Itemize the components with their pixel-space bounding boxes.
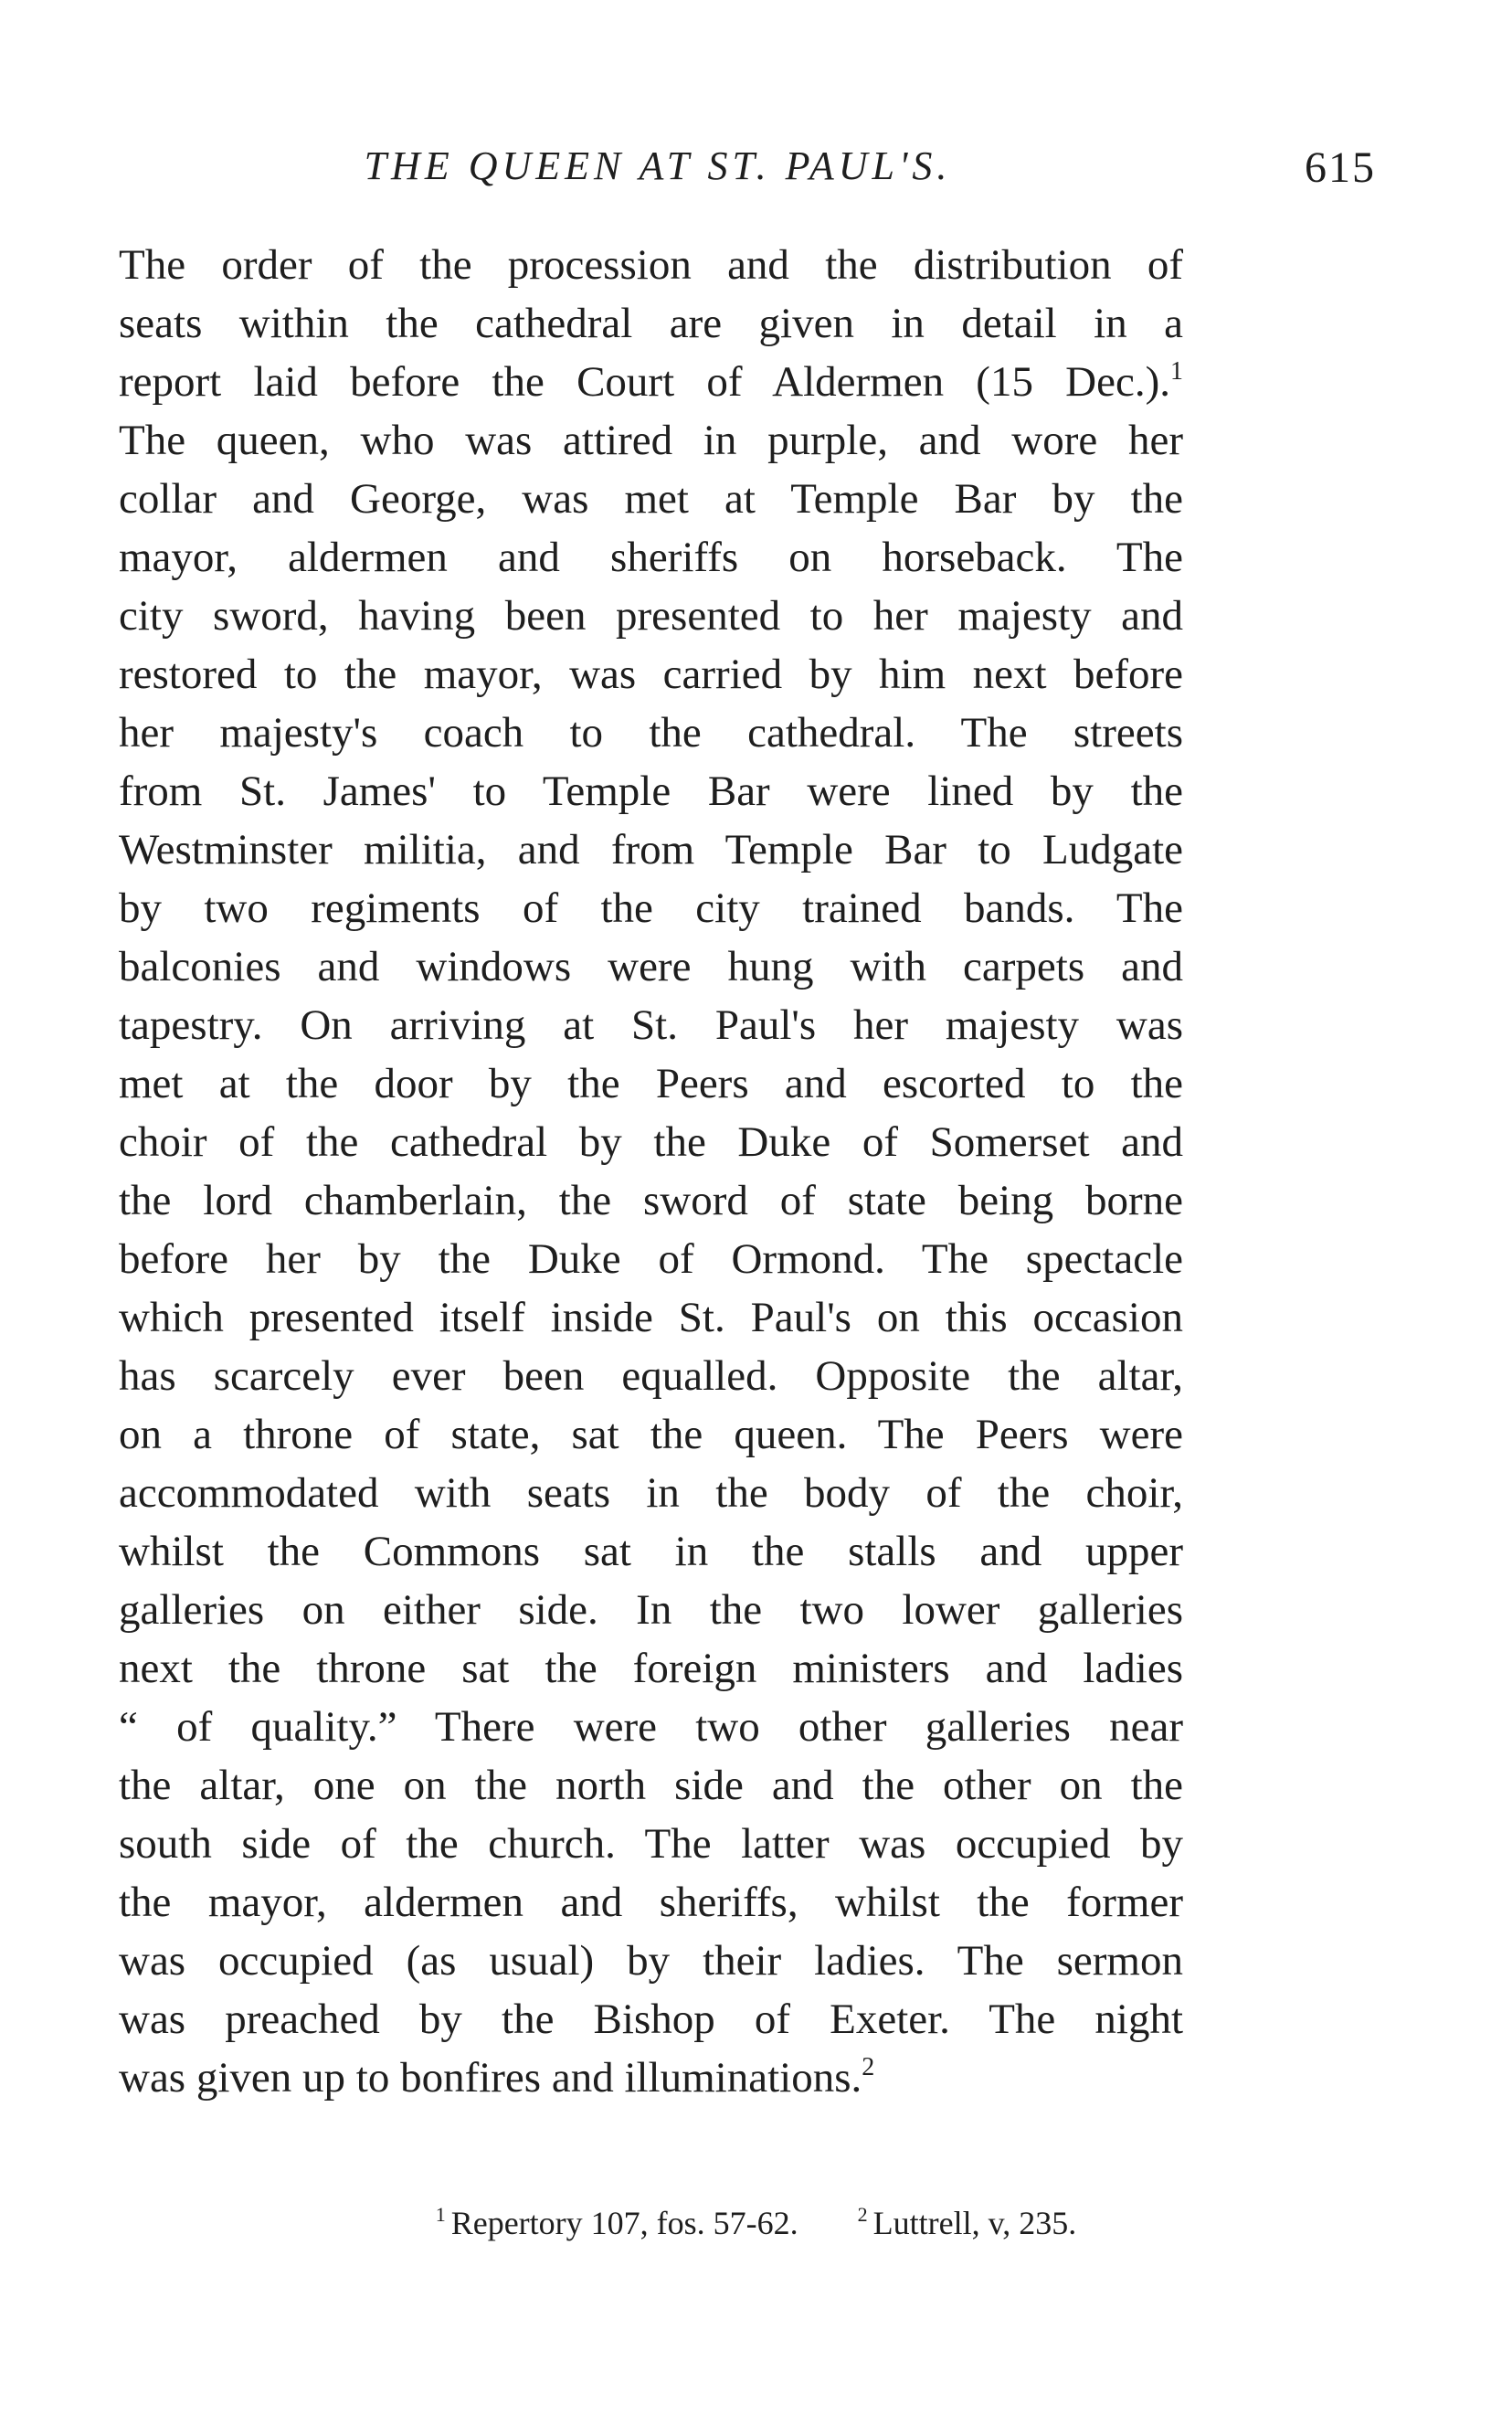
page-number: 615	[1305, 143, 1376, 192]
footnote-reference: 1	[1170, 357, 1183, 386]
text-line	[119, 353, 1183, 411]
footnote-reference: 2	[862, 2053, 875, 2081]
text-line: which presented itself inside St. Paul's on this occasion	[119, 1294, 1183, 1341]
text-line: was preached by the Bishop of Exeter. The night	[119, 1996, 1183, 2043]
footnote	[436, 2204, 798, 2242]
text-line: was occupied (as usual) by their ladies. The sermon	[119, 1937, 1183, 1985]
footnotes	[0, 2204, 1512, 2242]
text-line: Westminster militia, and from Temple Bar to Ludgate	[119, 826, 1183, 873]
text-line: accommodated with seats in the body of the choir,	[119, 1469, 1183, 1517]
text-line: the lord chamberlain, the sword of state being borne	[119, 1177, 1183, 1224]
text-line: tapestry. On arriving at St. Paul's her majesty was	[119, 1001, 1183, 1049]
running-title: THE QUEEN AT ST. PAUL'S.	[364, 143, 952, 188]
text-line: The queen, who was attired in purple, and wore her	[119, 417, 1183, 464]
text-line: whilst the Commons sat in the stalls and upper	[119, 1528, 1183, 1575]
footnote-text: Repertory 107, fos. 57-62.	[450, 2205, 798, 2241]
text-line: “ of quality.” There were two other galleries near	[119, 1703, 1183, 1751]
text-line	[119, 2049, 1183, 2107]
text-line: galleries on either side. In the two lower galleries	[119, 1586, 1183, 1634]
text-line: seats within the cathedral are given in detail in a	[119, 300, 1183, 347]
text-line: from St. James' to Temple Bar were lined by the	[119, 768, 1183, 815]
text-line: the mayor, aldermen and sheriffs, whilst the former	[119, 1879, 1183, 1926]
text-line: collar and George, was met at Temple Bar by the	[119, 475, 1183, 523]
footnote-marker: 1	[435, 2203, 446, 2226]
text-line: met at the door by the Peers and escorted to the	[119, 1060, 1183, 1107]
text-line: The order of the procession and the distribution of	[119, 241, 1183, 289]
text-line-content: was given up to bonfires and illuminations.	[119, 2054, 862, 2102]
text-line: the altar, one on the north side and the other on the	[119, 1762, 1183, 1809]
text-line-content: report laid before the Court of Aldermen (15 Dec.).	[119, 358, 1170, 406]
text-line: mayor, aldermen and sheriffs on horseback. The	[119, 534, 1183, 581]
text-line: by two regiments of the city trained bands. The	[119, 884, 1183, 932]
footnote-text: Luttrell, v, 235.	[872, 2205, 1077, 2241]
text-line: restored to the mayor, was carried by him next before	[119, 651, 1183, 698]
footnote	[858, 2204, 1077, 2242]
text-line: balconies and windows were hung with carpets and	[119, 943, 1183, 990]
body-text	[119, 236, 1183, 2107]
text-line: south side of the church. The latter was occupied by	[119, 1820, 1183, 1868]
footnote-marker: 2	[857, 2203, 868, 2226]
text-line: before her by the Duke of Ormond. The spectacle	[119, 1235, 1183, 1283]
text-line: choir of the cathedral by the Duke of Somerset and	[119, 1118, 1183, 1166]
running-head	[0, 135, 1512, 199]
text-line: her majesty's coach to the cathedral. The streets	[119, 709, 1183, 757]
text-line: city sword, having been presented to her majesty and	[119, 592, 1183, 640]
text-line: next the throne sat the foreign ministers and ladies	[119, 1645, 1183, 1692]
text-line: on a throne of state, sat the queen. The Peers were	[119, 1411, 1183, 1458]
text-line: has scarcely ever been equalled. Opposite the altar,	[119, 1352, 1183, 1400]
